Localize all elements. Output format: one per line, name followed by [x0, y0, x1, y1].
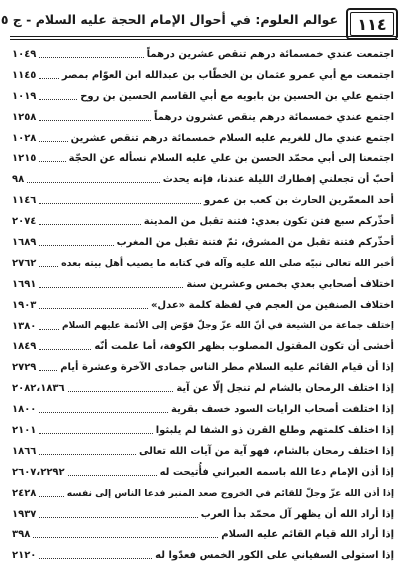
entry-leader-dots [39, 161, 65, 162]
entry-text: اجتمعت مع أبي عمرو عثمان بن الخطّاب بن عبدالله ابن العوّام بمصر [61, 69, 394, 81]
entry-text: إذا اختلفت أصحاب الرايات السود خسف بقرية [171, 404, 394, 416]
entry-page-number: ١١٤٦ [12, 195, 37, 207]
entry-page-number: ٩٨ [12, 174, 25, 186]
running-title: عوالم العلوم: في أحوال الإمام الحجة عليه السلام - ج ٥ [0, 12, 338, 27]
index-entry [12, 253, 394, 274]
entry-text: أحد المعمّرين الحارث بن كعب بن عمرو [204, 195, 394, 207]
entry-leader-dots [68, 391, 174, 392]
entry-page-number: ٢٧٢٩ [12, 362, 37, 374]
index-entry [12, 190, 394, 211]
entry-leader-dots [39, 203, 201, 204]
index-entry [12, 274, 394, 295]
entry-page-number: ٢١٠١ [12, 424, 37, 436]
entry-page-number: ١٨٤٩ [12, 341, 37, 353]
entry-text: إختلف جماعة من الشيعة في أنّ الله عزّ وجلّ فوّض إلى الأئمة عليهم السلام [61, 321, 394, 332]
index-entry [12, 378, 394, 399]
index-entry [12, 211, 394, 232]
entry-text: إذا أراد الله قيام القائم عليه السلام [221, 529, 394, 541]
entry-text: اجتمع علي بن الحسين بن بابويه مع أبي القاسم الحسين بن روح [80, 90, 394, 102]
entry-page-number: ١٠٤٩ [12, 48, 37, 60]
index-entry [12, 545, 394, 566]
entry-page-number: ١٢٥٨ [12, 111, 37, 123]
entry-text: إذا اختلف رمحان بالشام، فهو آية من آيات الله تعالى [139, 445, 394, 457]
entry-page-number: ١٣٨٠ [12, 320, 37, 332]
entry-page-number: ١٠١٩ [12, 90, 37, 102]
entry-text: اجتمع عندي مال للغريم عليه السلام خمسمائة درهم تنقص عشرين [70, 132, 394, 144]
entry-page-number: ٢٠٨٢،١٨٣٦ [12, 383, 65, 395]
index-entry [12, 65, 394, 86]
index-entry [12, 107, 394, 128]
entry-page-number: ٢٤٢٨ [12, 487, 37, 499]
entry-text: إذا اختلف الرمحان بالشام لم تنجل إلّا عن آية [176, 383, 394, 395]
entry-page-number: ١٠٢٨ [12, 132, 37, 144]
entry-text: أخشى أن تكون المقتول المصلوب بظهر الكوفة، أما علمت أنّه [94, 341, 394, 353]
index-entry [12, 420, 394, 441]
entry-leader-dots [39, 57, 143, 58]
index-entry-list [12, 44, 394, 566]
entry-page-number: ١٩٣٧ [12, 508, 37, 520]
entry-text: إذا أن قيام القائم عليه السلام مطر الناس جمادى الآخرة وعشرة أيام [60, 362, 394, 374]
entry-leader-dots [39, 454, 136, 455]
entry-leader-dots [39, 266, 58, 267]
entry-page-number: ٢٦٠٧،٢٢٩٢ [12, 466, 65, 478]
entry-text: أحبّ أن تجعلني إفطارك الليلة عندنا، فإنه يحدث [162, 174, 394, 186]
index-entry [12, 357, 394, 378]
entry-text: إذا أذن الله عزّ وجلّ للقائم في الخروج صعد المنبر فدعا الناس إلى نفسه [66, 487, 394, 499]
page-number: ١١٤ [357, 14, 387, 34]
header-rule [10, 36, 398, 37]
entry-text: اختلاف الصنفين من العجم في لفظة كلمة «عدل» [150, 299, 394, 311]
entry-page-number: ١٨٠٠ [12, 404, 37, 416]
entry-page-number: ١٦٨٩ [12, 236, 37, 248]
entry-leader-dots [39, 99, 77, 100]
index-entry [12, 462, 394, 483]
entry-leader-dots [27, 182, 160, 183]
index-entry [12, 336, 394, 357]
entry-text: اجتمعت عندي خمسمائة درهم تنقص عشرين درهماً [146, 48, 394, 60]
entry-text: إذا اختلف كلمتهم وطلع القرن ذو الشفا لم يلبثوا [155, 424, 394, 436]
index-entry [12, 86, 394, 107]
index-entry [12, 483, 394, 504]
entry-text: اختلاف أصحابي بعدي بخمس وعشرين سنة [186, 278, 394, 290]
entry-page-number: ١١٤٥ [12, 69, 37, 81]
index-entry [12, 295, 394, 316]
header-rule-secondary [10, 39, 398, 40]
entry-page-number: ٢١٢٠ [12, 550, 37, 562]
entry-page-number: ١٢١٥ [12, 153, 37, 165]
index-entry [12, 524, 394, 545]
entry-leader-dots [39, 370, 57, 371]
entry-leader-dots [68, 475, 157, 476]
entry-leader-dots [39, 78, 58, 79]
entry-leader-dots [39, 412, 168, 413]
entry-leader-dots [39, 433, 152, 434]
entry-page-number: ١٩٠٣ [12, 299, 37, 311]
entry-leader-dots [39, 287, 183, 288]
page-header [0, 6, 398, 40]
entry-leader-dots [39, 245, 113, 246]
entry-leader-dots [39, 349, 91, 350]
entry-page-number: ٢٠٧٤ [12, 216, 37, 228]
index-entry [12, 441, 394, 462]
entry-page-number: ٣٩٨ [12, 529, 31, 541]
entry-text: أحذّركم سبع فتن تكون بعدي: فتنة تقبل من المدينة [143, 216, 394, 228]
entry-text: إذا أراد الله أن يظهر آل محمّد بدأ العرب [200, 508, 394, 520]
entry-leader-dots [39, 141, 67, 142]
index-entry [12, 148, 394, 169]
index-entry [12, 44, 394, 65]
entry-text: أحذّركم فتنة تقبل من المشرق، ثمّ فتنة تقبل من المغرب [116, 236, 394, 248]
entry-text: اجتمع عندي خمسمائة درهم ينقص عشرون درهماً [154, 111, 394, 123]
entry-text: إذا استولى السفياني على الكور الخمس فعدّوا له [155, 550, 394, 562]
entry-leader-dots [39, 120, 151, 121]
entry-leader-dots [33, 537, 218, 538]
entry-text: أخبر الله تعالى نبيّه صلى الله عليه وآله في كتابه ما يصيب أهل بيته بعده [61, 257, 394, 269]
index-entry [12, 128, 394, 149]
entry-leader-dots [39, 308, 148, 309]
entry-page-number: ٢٧٦٢ [12, 257, 37, 269]
entry-text: إذا أذن الإمام دعا الله باسمه العبراني فأُتيحت له [159, 466, 394, 478]
index-entry [12, 232, 394, 253]
entry-leader-dots [39, 224, 140, 225]
index-entry [12, 316, 394, 337]
entry-leader-dots [39, 517, 197, 518]
entry-text: اجتمعنا إلى أبي محمّد الحسن بن علي عليه السلام نسأله عن الحجّة [68, 153, 394, 165]
index-entry [12, 169, 394, 190]
entry-leader-dots [39, 496, 63, 497]
entry-page-number: ١٨٦٦ [12, 445, 37, 457]
entry-leader-dots [39, 558, 152, 559]
index-entry [12, 399, 394, 420]
entry-leader-dots [39, 329, 59, 330]
index-entry [12, 504, 394, 525]
entry-page-number: ١٦٩١ [12, 278, 37, 290]
